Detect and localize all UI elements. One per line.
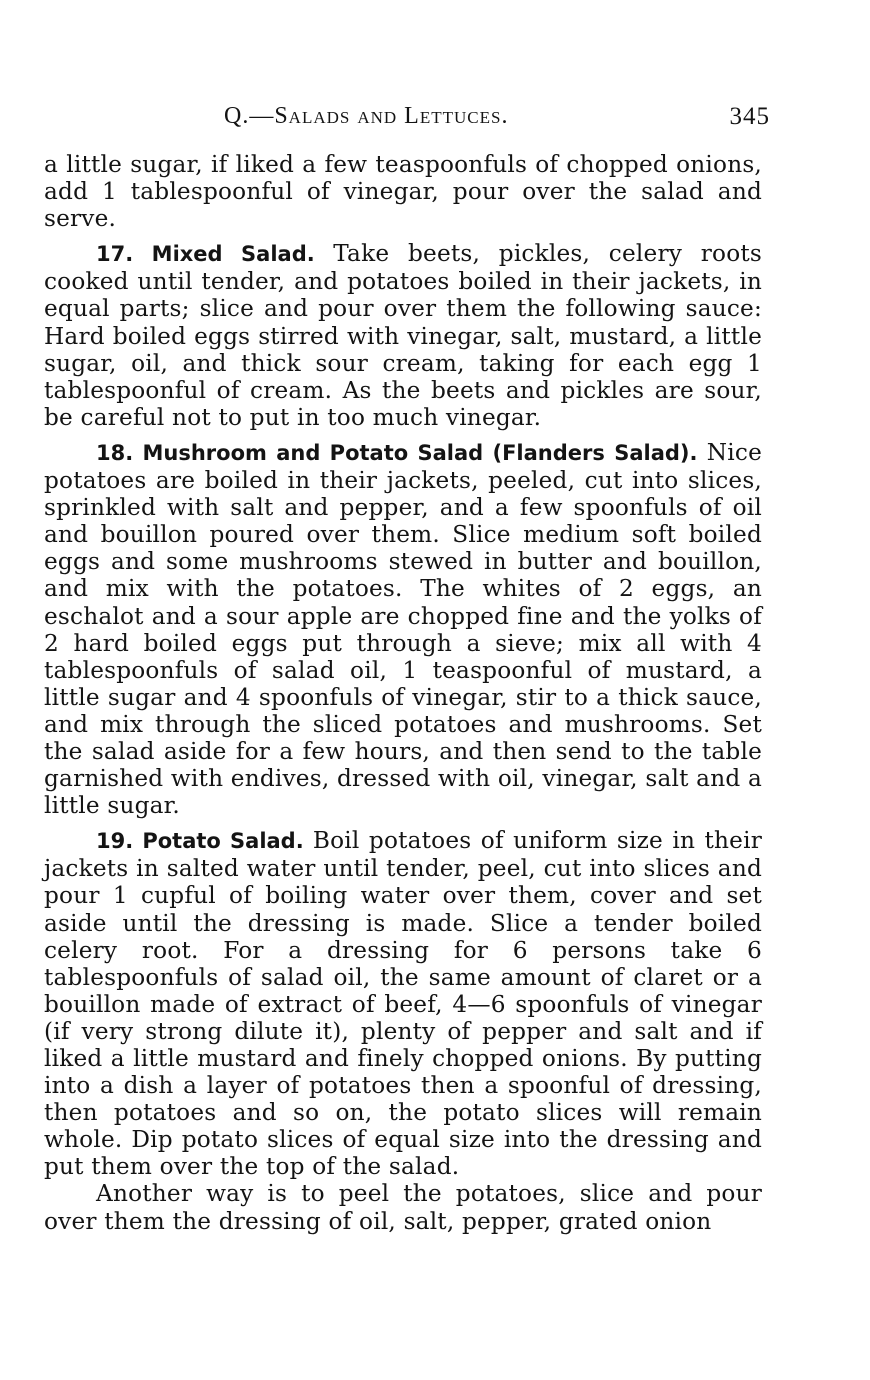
recipe-text: Take beets, pickles, celery roots cooked until tender, and potatoes boiled in their jackets, in equal parts; slice and pour over them the following sauce: Hard boiled eggs stirred with vinegar, salt, mustard, a little sugar, oil, and thick sour cream, taking for each egg 1 tablespoonful of cream. As the beets and pickles are sour, be careful not to put in too much vinegar. (44, 240, 762, 431)
running-head (44, 103, 770, 133)
recipe-heading: 19. Potato Salad. (96, 829, 313, 854)
paragraph-text: a little sugar, if liked a few teaspoonfuls of chopped onions, add 1 tablespoonful of vinegar, pour over the salad and serve. (44, 151, 762, 233)
recipe-heading: 17. Mixed Salad. (96, 242, 334, 267)
recipe-18-mushroom-potato-salad (44, 439, 762, 819)
paragraph-text: Another way is to peel the potatoes, slice and pour over them the dressing of oil, salt, pepper, grated onion (44, 1180, 762, 1235)
recipe-text: Boil potatoes of uniform size in their jackets in salted water until tender, peel, cut into slices and pour 1 cupful of boiling water over them, cover and set aside until the dressing is made. Slice a tender boiled celery root. For a dressing for 6 persons take 6 tablespoonfuls of salad oil, the same amount of claret or a bouillon made of extract of beef, 4—6 spoonfuls of vinegar (if very strong dilute it), plenty of pepper and salt and if liked a little mustard and finely chopped onions. By putting into a dish a layer of potatoes then a spoonful of dressing, then potatoes and so on, the potato slices will remain whole. Dip potato slices of equal size into the dressing and put them over the top of the salad. (44, 827, 762, 1181)
recipe-heading: 18. Mushroom and Potato Salad (Flanders Salad). (96, 440, 707, 465)
page-body (44, 151, 762, 1235)
recipe-text: Nice potatoes are boiled in their jackets, peeled, cut into slices, sprinkled with salt and pepper, and a few spoonfuls of oil and bouillon poured over them. Slice medium soft boiled eggs and some mushrooms stewed in butter and bouillon, and mix with the potatoes. The whites of 2 eggs, an eschalot and a sour apple are chopped fine and the yolks of 2 hard boiled eggs put through a sieve; mix all with 4 tablespoonfuls of salad oil, 1 teaspoonful of mustard, a little sugar and 4 spoonfuls of vinegar, stir to a thick sauce, and mix through the sliced potatoes and mushrooms. Set the salad aside for a few hours, and then send to the table garnished with endives, dressed with oil, vinegar, salt and a little sugar. (44, 438, 762, 820)
page-number: 345 (729, 103, 770, 130)
recipe-19-variation (44, 1180, 762, 1234)
recipe-17-mixed-salad (44, 240, 762, 431)
chapter-title: Q.—Salads and Lettuces. (224, 103, 509, 129)
paragraph-continued (44, 151, 762, 232)
recipe-19-potato-salad (44, 827, 762, 1180)
